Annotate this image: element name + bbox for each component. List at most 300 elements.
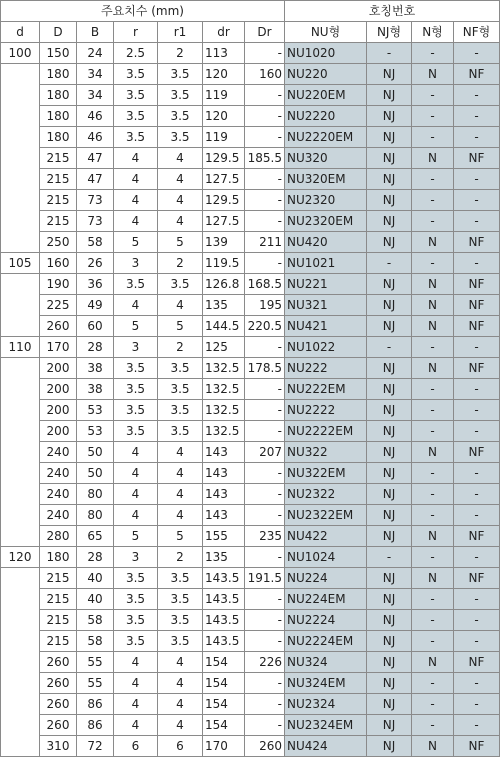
cell-r1: 4: [158, 652, 203, 673]
cell-n-type: N: [412, 568, 454, 589]
cell-dr: 143.5: [203, 631, 245, 652]
cell-nf-type: NF: [454, 442, 500, 463]
cell-B: 80: [77, 484, 114, 505]
table-row: [1, 673, 500, 694]
cell-r1: 3.5: [158, 127, 203, 148]
cell-n-type: -: [412, 211, 454, 232]
cell-d: 105: [1, 253, 40, 274]
cell-nj-type: NJ: [367, 316, 412, 337]
cell-Dr: -: [245, 337, 285, 358]
cell-r1: 2: [158, 337, 203, 358]
table-row: [1, 505, 500, 526]
cell-D: 260: [40, 715, 77, 736]
cell-nf-type: -: [454, 253, 500, 274]
cell-B: 40: [77, 568, 114, 589]
cell-n-type: -: [412, 589, 454, 610]
cell-dr: 154: [203, 673, 245, 694]
cell-nu-type: NU2222EM: [285, 421, 367, 442]
cell-r1: 3.5: [158, 85, 203, 106]
cell-r: 3.5: [114, 610, 158, 631]
cell-r1: 4: [158, 190, 203, 211]
cell-B: 80: [77, 505, 114, 526]
table-row: [1, 295, 500, 316]
cell-Dr: -: [245, 673, 285, 694]
cell-r: 3: [114, 337, 158, 358]
cell-D: 240: [40, 442, 77, 463]
cell-nj-type: NJ: [367, 358, 412, 379]
table-row: [1, 106, 500, 127]
cell-r: 4: [114, 484, 158, 505]
cell-B: 38: [77, 358, 114, 379]
table-row: [1, 253, 500, 274]
table-row: [1, 400, 500, 421]
cell-nj-type: NJ: [367, 463, 412, 484]
cell-r1: 4: [158, 505, 203, 526]
cell-r1: 6: [158, 736, 203, 757]
cell-r: 3.5: [114, 568, 158, 589]
cell-D: 215: [40, 211, 77, 232]
cell-n-type: -: [412, 169, 454, 190]
cell-nj-type: NJ: [367, 106, 412, 127]
cell-r: 4: [114, 190, 158, 211]
cell-n-type: -: [412, 85, 454, 106]
cell-nf-type: -: [454, 505, 500, 526]
header-dr: dr: [203, 22, 245, 43]
cell-D: 215: [40, 589, 77, 610]
cell-Dr: -: [245, 589, 285, 610]
cell-r1: 4: [158, 169, 203, 190]
cell-r: 4: [114, 715, 158, 736]
cell-dr: 132.5: [203, 358, 245, 379]
header-D: D: [40, 22, 77, 43]
cell-dr: 143.5: [203, 610, 245, 631]
table-row: [1, 316, 500, 337]
cell-Dr: -: [245, 694, 285, 715]
cell-dr: 143: [203, 463, 245, 484]
cell-nu-type: NU2320EM: [285, 211, 367, 232]
cell-nu-type: NU2320: [285, 190, 367, 211]
cell-r: 3.5: [114, 127, 158, 148]
cell-B: 36: [77, 274, 114, 295]
cell-nf-type: NF: [454, 64, 500, 85]
cell-nf-type: -: [454, 85, 500, 106]
cell-B: 60: [77, 316, 114, 337]
cell-nj-type: NJ: [367, 652, 412, 673]
cell-nf-type: -: [454, 463, 500, 484]
cell-d-blank: [1, 568, 40, 757]
cell-Dr: 160: [245, 64, 285, 85]
cell-dr: 129.5: [203, 190, 245, 211]
cell-nf-type: -: [454, 631, 500, 652]
table-row: [1, 589, 500, 610]
cell-r1: 4: [158, 211, 203, 232]
header-n-type: N형: [412, 22, 454, 43]
cell-B: 65: [77, 526, 114, 547]
cell-Dr: -: [245, 547, 285, 568]
table-row: [1, 547, 500, 568]
cell-d: 110: [1, 337, 40, 358]
cell-n-type: -: [412, 694, 454, 715]
table-row: [1, 337, 500, 358]
cell-r1: 3.5: [158, 379, 203, 400]
cell-nf-type: -: [454, 673, 500, 694]
cell-Dr: -: [245, 85, 285, 106]
cell-nu-type: NU2224EM: [285, 631, 367, 652]
table-row: [1, 379, 500, 400]
cell-nf-type: NF: [454, 526, 500, 547]
cell-r: 3.5: [114, 421, 158, 442]
cell-nu-type: NU420: [285, 232, 367, 253]
cell-B: 53: [77, 421, 114, 442]
cell-d-blank: [1, 274, 40, 337]
table-row: [1, 715, 500, 736]
cell-D: 215: [40, 568, 77, 589]
table-row: [1, 274, 500, 295]
cell-nj-type: NJ: [367, 379, 412, 400]
cell-r: 3.5: [114, 379, 158, 400]
cell-r: 4: [114, 148, 158, 169]
cell-nf-type: -: [454, 400, 500, 421]
cell-Dr: 185.5: [245, 148, 285, 169]
cell-dr: 154: [203, 694, 245, 715]
cell-dr: 129.5: [203, 148, 245, 169]
cell-n-type: -: [412, 631, 454, 652]
cell-B: 73: [77, 190, 114, 211]
cell-r1: 4: [158, 442, 203, 463]
table-row: [1, 169, 500, 190]
cell-r1: 3.5: [158, 274, 203, 295]
cell-D: 200: [40, 400, 77, 421]
cell-r1: 2: [158, 253, 203, 274]
cell-dr: 119: [203, 127, 245, 148]
cell-r: 4: [114, 442, 158, 463]
cell-r1: 3.5: [158, 400, 203, 421]
cell-r: 4: [114, 211, 158, 232]
cell-dr: 143: [203, 505, 245, 526]
table-row: [1, 526, 500, 547]
cell-D: 260: [40, 316, 77, 337]
cell-nu-type: NU2324EM: [285, 715, 367, 736]
cell-Dr: -: [245, 400, 285, 421]
cell-r1: 4: [158, 148, 203, 169]
cell-n-type: -: [412, 379, 454, 400]
cell-nf-type: -: [454, 379, 500, 400]
cell-D: 260: [40, 673, 77, 694]
cell-B: 46: [77, 127, 114, 148]
cell-dr: 127.5: [203, 169, 245, 190]
cell-Dr: -: [245, 379, 285, 400]
cell-r1: 3.5: [158, 64, 203, 85]
cell-nf-type: NF: [454, 652, 500, 673]
cell-dr: 132.5: [203, 421, 245, 442]
cell-nf-type: -: [454, 610, 500, 631]
cell-r1: 3.5: [158, 421, 203, 442]
cell-D: 180: [40, 106, 77, 127]
cell-n-type: N: [412, 64, 454, 85]
cell-r1: 4: [158, 673, 203, 694]
cell-nu-type: NU222EM: [285, 379, 367, 400]
cell-dr: 119: [203, 85, 245, 106]
cell-n-type: -: [412, 337, 454, 358]
cell-B: 49: [77, 295, 114, 316]
cell-D: 180: [40, 85, 77, 106]
cell-B: 28: [77, 547, 114, 568]
cell-nj-type: NJ: [367, 127, 412, 148]
cell-D: 215: [40, 169, 77, 190]
cell-Dr: 220.5: [245, 316, 285, 337]
cell-r: 4: [114, 652, 158, 673]
cell-r1: 3.5: [158, 589, 203, 610]
cell-r: 4: [114, 463, 158, 484]
cell-nu-type: NU324: [285, 652, 367, 673]
cell-D: 200: [40, 379, 77, 400]
table-row: [1, 610, 500, 631]
cell-Dr: -: [245, 211, 285, 232]
cell-n-type: -: [412, 127, 454, 148]
cell-nu-type: NU1024: [285, 547, 367, 568]
cell-nj-type: NJ: [367, 64, 412, 85]
cell-nu-type: NU1022: [285, 337, 367, 358]
cell-nf-type: -: [454, 169, 500, 190]
cell-r1: 3.5: [158, 610, 203, 631]
cell-nu-type: NU2322EM: [285, 505, 367, 526]
cell-Dr: -: [245, 715, 285, 736]
table-row: [1, 484, 500, 505]
cell-r: 4: [114, 505, 158, 526]
cell-nj-type: NJ: [367, 148, 412, 169]
cell-D: 260: [40, 694, 77, 715]
cell-D: 310: [40, 736, 77, 757]
cell-nj-type: NJ: [367, 274, 412, 295]
cell-dr: 135: [203, 547, 245, 568]
cell-nf-type: NF: [454, 358, 500, 379]
cell-nj-type: -: [367, 253, 412, 274]
cell-B: 58: [77, 631, 114, 652]
cell-dr: 154: [203, 715, 245, 736]
cell-dr: 132.5: [203, 379, 245, 400]
cell-dr: 126.8: [203, 274, 245, 295]
cell-n-type: -: [412, 190, 454, 211]
cell-B: 28: [77, 337, 114, 358]
header-group-dimensions: 주요치수 (mm): [1, 1, 285, 22]
cell-d-blank: [1, 64, 40, 253]
table-row: [1, 568, 500, 589]
table-row: [1, 43, 500, 64]
cell-nf-type: -: [454, 589, 500, 610]
cell-dr: 143.5: [203, 589, 245, 610]
cell-nj-type: -: [367, 43, 412, 64]
cell-D: 200: [40, 358, 77, 379]
cell-r1: 2: [158, 547, 203, 568]
cell-dr: 120: [203, 64, 245, 85]
cell-nu-type: NU221: [285, 274, 367, 295]
cell-nu-type: NU2324: [285, 694, 367, 715]
table-row: [1, 442, 500, 463]
header-B: B: [77, 22, 114, 43]
table-row: [1, 127, 500, 148]
cell-nf-type: -: [454, 484, 500, 505]
cell-D: 150: [40, 43, 77, 64]
cell-r1: 3.5: [158, 631, 203, 652]
cell-Dr: -: [245, 484, 285, 505]
cell-n-type: -: [412, 400, 454, 421]
header-d: d: [1, 22, 40, 43]
cell-nj-type: NJ: [367, 421, 412, 442]
cell-dr: 135: [203, 295, 245, 316]
table-row: [1, 421, 500, 442]
cell-D: 250: [40, 232, 77, 253]
cell-Dr: 195: [245, 295, 285, 316]
cell-nf-type: -: [454, 547, 500, 568]
cell-nj-type: NJ: [367, 631, 412, 652]
cell-nu-type: NU220EM: [285, 85, 367, 106]
cell-nu-type: NU321: [285, 295, 367, 316]
cell-nf-type: NF: [454, 736, 500, 757]
cell-B: 73: [77, 211, 114, 232]
cell-nu-type: NU421: [285, 316, 367, 337]
cell-B: 24: [77, 43, 114, 64]
cell-Dr: -: [245, 463, 285, 484]
cell-nf-type: NF: [454, 274, 500, 295]
cell-nu-type: NU222: [285, 358, 367, 379]
cell-r: 6: [114, 736, 158, 757]
table-row: [1, 694, 500, 715]
cell-nu-type: NU320EM: [285, 169, 367, 190]
cell-dr: 154: [203, 652, 245, 673]
cell-nj-type: NJ: [367, 295, 412, 316]
cell-n-type: N: [412, 274, 454, 295]
cell-r: 4: [114, 295, 158, 316]
cell-B: 47: [77, 148, 114, 169]
cell-D: 280: [40, 526, 77, 547]
cell-nj-type: NJ: [367, 694, 412, 715]
cell-r: 3: [114, 547, 158, 568]
cell-r1: 5: [158, 232, 203, 253]
cell-nf-type: -: [454, 127, 500, 148]
cell-nu-type: NU1021: [285, 253, 367, 274]
cell-D: 240: [40, 484, 77, 505]
cell-n-type: N: [412, 316, 454, 337]
cell-nj-type: -: [367, 547, 412, 568]
cell-nj-type: NJ: [367, 610, 412, 631]
cell-nf-type: NF: [454, 568, 500, 589]
cell-nj-type: NJ: [367, 85, 412, 106]
cell-dr: 132.5: [203, 400, 245, 421]
cell-B: 26: [77, 253, 114, 274]
cell-nu-type: NU2222: [285, 400, 367, 421]
cell-nf-type: NF: [454, 232, 500, 253]
cell-Dr: 191.5: [245, 568, 285, 589]
cell-nf-type: -: [454, 190, 500, 211]
cell-D: 200: [40, 421, 77, 442]
header-r: r: [114, 22, 158, 43]
cell-B: 86: [77, 694, 114, 715]
cell-n-type: -: [412, 547, 454, 568]
cell-B: 50: [77, 463, 114, 484]
cell-n-type: N: [412, 232, 454, 253]
table-row: [1, 85, 500, 106]
cell-nj-type: NJ: [367, 736, 412, 757]
cell-dr: 120: [203, 106, 245, 127]
cell-D: 240: [40, 463, 77, 484]
cell-n-type: -: [412, 253, 454, 274]
cell-n-type: N: [412, 442, 454, 463]
cell-D: 215: [40, 148, 77, 169]
cell-nj-type: NJ: [367, 568, 412, 589]
header-nj-type: NJ형: [367, 22, 412, 43]
cell-d-blank: [1, 358, 40, 547]
cell-dr: 125: [203, 337, 245, 358]
cell-B: 40: [77, 589, 114, 610]
table-row: [1, 232, 500, 253]
cell-nu-type: NU322EM: [285, 463, 367, 484]
header-r1: r1: [158, 22, 203, 43]
cell-nu-type: NU224: [285, 568, 367, 589]
cell-r: 3.5: [114, 589, 158, 610]
cell-n-type: -: [412, 715, 454, 736]
cell-r: 3.5: [114, 358, 158, 379]
table-row: [1, 631, 500, 652]
cell-dr: 155: [203, 526, 245, 547]
cell-dr: 143.5: [203, 568, 245, 589]
table-row: [1, 358, 500, 379]
cell-nj-type: NJ: [367, 211, 412, 232]
table-row: [1, 652, 500, 673]
cell-r: 2.5: [114, 43, 158, 64]
cell-D: 240: [40, 505, 77, 526]
cell-D: 260: [40, 652, 77, 673]
header-column-row: [1, 22, 500, 43]
cell-nj-type: NJ: [367, 484, 412, 505]
cell-D: 160: [40, 253, 77, 274]
cell-nu-type: NU2220: [285, 106, 367, 127]
cell-nu-type: NU320: [285, 148, 367, 169]
cell-dr: 139: [203, 232, 245, 253]
cell-Dr: -: [245, 631, 285, 652]
cell-Dr: -: [245, 106, 285, 127]
cell-dr: 144.5: [203, 316, 245, 337]
cell-n-type: -: [412, 43, 454, 64]
cell-dr: 127.5: [203, 211, 245, 232]
cell-Dr: -: [245, 190, 285, 211]
cell-r: 3: [114, 253, 158, 274]
cell-r1: 3.5: [158, 358, 203, 379]
cell-Dr: -: [245, 505, 285, 526]
cell-Dr: -: [245, 43, 285, 64]
cell-Dr: -: [245, 169, 285, 190]
cell-r: 3.5: [114, 400, 158, 421]
cell-nf-type: -: [454, 694, 500, 715]
cell-D: 215: [40, 631, 77, 652]
cell-B: 34: [77, 64, 114, 85]
cell-B: 55: [77, 652, 114, 673]
cell-D: 180: [40, 127, 77, 148]
cell-n-type: -: [412, 673, 454, 694]
cell-n-type: N: [412, 358, 454, 379]
cell-nj-type: NJ: [367, 442, 412, 463]
cell-Dr: 168.5: [245, 274, 285, 295]
cell-nj-type: NJ: [367, 673, 412, 694]
cell-Dr: 211: [245, 232, 285, 253]
cell-r: 4: [114, 169, 158, 190]
cell-n-type: N: [412, 736, 454, 757]
cell-D: 180: [40, 64, 77, 85]
cell-nf-type: -: [454, 715, 500, 736]
table-row: [1, 64, 500, 85]
header-nu-type: NU형: [285, 22, 367, 43]
cell-nf-type: -: [454, 337, 500, 358]
cell-Dr: 207: [245, 442, 285, 463]
